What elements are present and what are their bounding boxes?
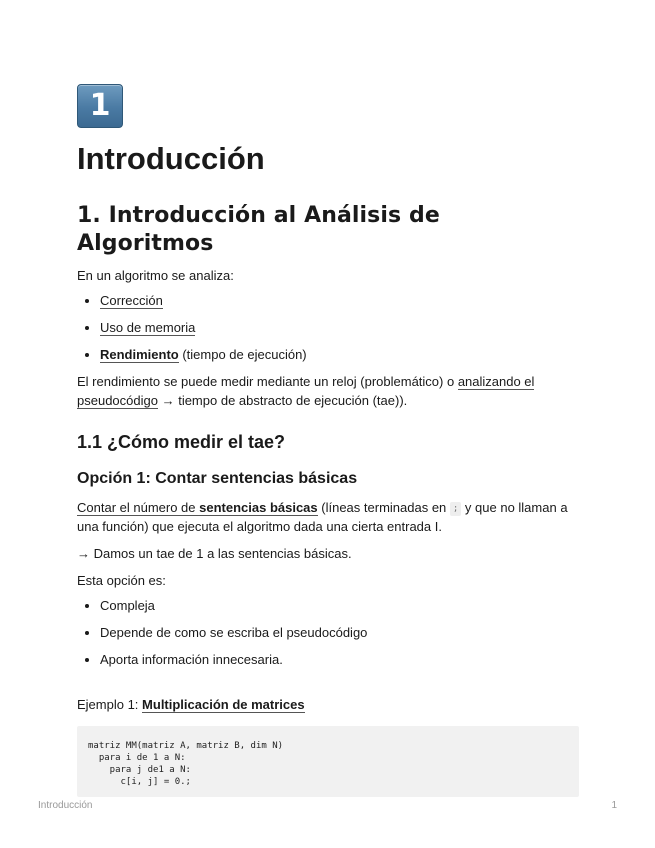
option-intro: Esta opción es: xyxy=(77,573,166,588)
section-intro: En un algoritmo se analiza: xyxy=(77,268,234,283)
chapter-number-badge: 1 xyxy=(77,84,123,128)
option1-paragraph xyxy=(77,498,579,536)
correccion-link[interactable]: Corrección xyxy=(100,293,163,308)
option1-heading: Opción 1: Contar sentencias básicas xyxy=(77,470,358,487)
list-item: • Aporta información innecesaria. xyxy=(100,650,579,669)
subsection-heading: 1.1 ¿Cómo medir el tae? xyxy=(77,432,286,452)
memoria-link[interactable]: Uso de memoria xyxy=(100,320,196,335)
performance-paragraph xyxy=(77,372,579,410)
arrow-icon: → xyxy=(161,393,175,408)
list-item xyxy=(100,345,579,364)
paragraph-text: y que no llaman a una función) que ejecuta el algoritmo dada una cierta entrada I. xyxy=(77,500,568,534)
example-label xyxy=(77,695,579,714)
count-link[interactable] xyxy=(77,500,318,516)
arrow-icon: → xyxy=(77,546,90,561)
example-title-link[interactable]: Multiplicación de matrices xyxy=(142,697,305,712)
list-item xyxy=(100,318,579,337)
paragraph-text: Damos un tae de 1 a las sentencias básicas. xyxy=(90,546,352,561)
count-link-text: Contar el número de xyxy=(77,500,200,515)
page-title: Introducción xyxy=(77,141,265,176)
footer-chapter-title: Introducción xyxy=(38,800,93,811)
tae-paragraph xyxy=(77,544,579,563)
semicolon-code: ; xyxy=(450,502,461,516)
rendimiento-link[interactable]: Rendimiento xyxy=(100,347,179,362)
paragraph-text: El rendimiento se puede medir mediante un reloj (problemático) o xyxy=(77,374,458,389)
list-item xyxy=(100,291,579,310)
option-list xyxy=(77,596,579,669)
code-block: matriz MM(matriz A, matriz B, dim N) para i de 1 a N: para j de1 a N: c[i, j] = 0.; xyxy=(77,726,579,797)
page-content xyxy=(77,84,579,797)
list-item: • Compleja xyxy=(100,596,579,615)
pseudocode-link[interactable]: analizando el pseudocódigo xyxy=(77,374,535,408)
analysis-list xyxy=(77,291,579,364)
footer-page-number: 1 xyxy=(611,800,617,811)
example-prefix: Ejemplo 1: xyxy=(77,697,143,712)
paragraph-text: (líneas terminadas en xyxy=(317,500,450,515)
rendimiento-text: (tiempo de ejecución) xyxy=(178,347,307,362)
list-item: • Depende de como se escriba el pseudocódigo xyxy=(100,623,579,642)
paragraph-text: tiempo de abstracto de ejecución (tae)). xyxy=(174,393,408,408)
count-link-bold: sentencias básicas xyxy=(199,500,318,515)
section-heading-analysis: 1. Introducción al Análisis de Algoritmos xyxy=(77,203,440,256)
